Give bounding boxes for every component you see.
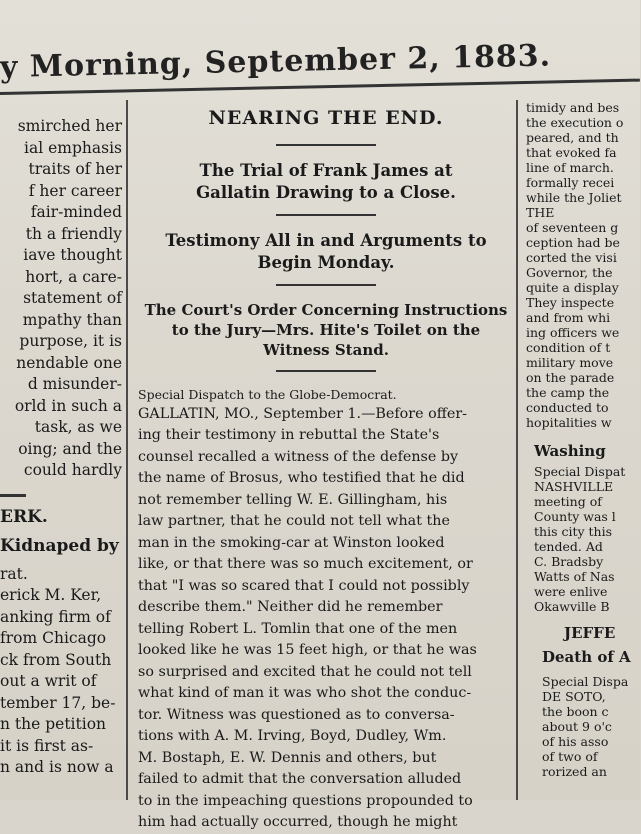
text-line: that evoked fa — [526, 145, 617, 160]
article-body — [132, 404, 520, 834]
text-line: from Chicago — [0, 629, 107, 647]
left-column-text-b — [0, 564, 122, 779]
article-line: tions with A. M. Irving, Boyd, Dudley, Wm. — [138, 728, 447, 744]
left-section-head-2: Kidnaped by — [0, 536, 119, 556]
article-subhead-1: The Trial of Frank James at Gallatin Drawing to a Close. — [196, 160, 456, 202]
article-line: GALLATIN, MO., September 1.—Before offer- — [138, 405, 467, 422]
article-line: looked like he was 15 feet high, or that he was — [138, 642, 477, 658]
text-line: THE — [526, 205, 555, 220]
text-line: They inspecte — [526, 295, 615, 310]
article-line: the name of Brosus, who testified that he did — [138, 470, 465, 486]
article-line: like, or that there was so much excitement, or — [138, 556, 473, 572]
text-line: f her career — [28, 181, 122, 200]
article-line: not remember telling W. E. Gillingham, his — [138, 491, 448, 508]
right-column-text-c — [520, 674, 640, 779]
headline-rule-1 — [276, 144, 376, 146]
text-line: this city this — [534, 524, 613, 539]
text-line: fair-minded — [30, 203, 122, 221]
text-line: ial emphasis — [24, 138, 122, 157]
text-line: Governor, the — [526, 265, 613, 280]
text-line: corted the visi — [526, 250, 617, 265]
article-line: counsel recalled a witness of the defense by — [138, 448, 459, 465]
right-column — [520, 100, 640, 800]
text-line: and from whi — [526, 310, 611, 325]
text-line: Okawville B — [534, 599, 610, 614]
text-line: the boon c — [542, 704, 609, 719]
text-line: quite a display — [526, 280, 619, 295]
article-line: failed to admit that the conversation alluded — [138, 771, 462, 787]
text-line: nendable one — [16, 353, 122, 372]
article-line: that "I was so scared that I could not possibly — [138, 577, 470, 594]
text-line: military move — [526, 355, 614, 370]
text-line: of seventeen g — [526, 220, 619, 235]
article-line: what kind of man it was who shot the conduc- — [138, 685, 472, 701]
article-line: so surprised and excited that he could not tell — [138, 663, 472, 680]
right-column-text-a — [520, 100, 640, 430]
text-line: purpose, it is — [19, 332, 122, 350]
text-line: were enlive — [534, 584, 608, 599]
headline-rule-3 — [276, 284, 376, 286]
text-line: hort, a care- — [25, 267, 122, 286]
headline-rule-4 — [276, 370, 376, 372]
left-column — [0, 100, 122, 800]
article-subhead-3: The Court's Order Concerning Instructions to the Jury—Mrs. Hite's Toilet on the Witness Stand. — [144, 300, 508, 359]
article-line: ing their testimony in rebuttal the State's — [138, 427, 440, 443]
left-section-head-1: ERK. — [0, 506, 48, 527]
headline-rule-2 — [276, 214, 376, 216]
text-line: th a friendly — [25, 224, 122, 243]
text-line: d misunder- — [27, 375, 122, 393]
text-line: of his asso — [542, 734, 609, 749]
text-line: tember 17, be- — [0, 693, 116, 712]
text-line: Watts of Nas — [534, 569, 615, 584]
text-line: n and is now a — [0, 758, 114, 776]
text-line: ing officers we — [526, 325, 620, 340]
column-divider-left — [126, 100, 128, 800]
text-line: conducted to — [526, 400, 609, 415]
article-subhead-2: Testimony All in and Arguments to Begin Monday. — [165, 230, 487, 272]
text-line: NASHVILLE — [534, 479, 614, 494]
article-dateline: Special Dispatch to the Globe-Democrat. — [138, 386, 397, 402]
text-line: mpathy than — [22, 310, 122, 329]
article-headline: NEARING THE END. — [208, 107, 444, 129]
text-line: n the petition — [0, 715, 107, 733]
text-line: Special Dispa — [542, 674, 629, 689]
text-line: C. Bradsby — [534, 554, 604, 569]
text-line: statement of — [23, 289, 122, 307]
text-line: about 9 o'c — [542, 719, 612, 734]
text-line: oing; and the — [18, 439, 122, 458]
article-line: tor. Witness was questioned as to conversa- — [138, 706, 455, 723]
article-line: describe them." Neither did he remember — [138, 599, 443, 615]
article-line: man in the smoking-car at Winston looked — [138, 534, 445, 551]
text-line: out a writ of — [0, 672, 97, 690]
text-line: could hardly — [23, 461, 122, 479]
text-line: the execution o — [526, 115, 624, 130]
main-article — [132, 100, 520, 830]
text-line: ception had be — [526, 235, 620, 250]
right-column-text-b — [520, 464, 640, 614]
text-line: ck from South — [0, 650, 112, 669]
text-line: traits of her — [28, 160, 122, 178]
article-line: to in the impeaching questions propounded to — [138, 792, 473, 809]
article-line: him had actually occurred, though he might — [138, 814, 458, 830]
text-line: rorized an — [542, 764, 607, 779]
masthead-title: y Morning, September 2, 1883. — [0, 38, 552, 85]
text-line: smirched her — [17, 117, 122, 135]
text-line: erick M. Ker, — [0, 586, 102, 604]
text-line: it is first as- — [0, 736, 94, 755]
text-line: tended. Ad — [534, 539, 603, 554]
text-line: iave thought — [23, 246, 122, 264]
text-line: orld in such a — [14, 396, 122, 415]
text-line: formally recei — [526, 175, 615, 190]
text-line: peared, and th — [526, 130, 619, 145]
text-line: timidy and bes — [526, 100, 620, 115]
text-line: meeting of — [534, 494, 602, 509]
article-line: telling Robert L. Tomlin that one of the men — [138, 620, 458, 637]
article-line: M. Bostaph, E. W. Dennis and others, but — [138, 749, 437, 766]
text-line: hopitalities w — [526, 415, 612, 430]
text-line: on the parade — [526, 370, 615, 385]
text-line: task, as we — [34, 418, 122, 436]
text-line: condition of t — [526, 340, 611, 355]
right-section-head-1: Washing — [534, 442, 606, 460]
article-line: law partner, that he could not tell what the — [138, 513, 450, 529]
text-line: County was l — [534, 509, 616, 524]
column-divider-right — [516, 100, 518, 800]
text-line: the camp the — [526, 385, 610, 400]
right-section-head-3: Death of A — [542, 648, 631, 666]
right-section-head-2: JEFFE — [564, 624, 616, 642]
text-line: of two of — [542, 749, 598, 764]
text-line: while the Joliet — [526, 190, 622, 205]
left-column-text-a — [0, 116, 122, 482]
text-line: rat. — [0, 564, 28, 583]
text-line: DE SOTO, — [542, 689, 606, 704]
text-line: line of march. — [526, 160, 614, 175]
left-divider — [0, 494, 26, 497]
text-line: anking firm of — [0, 607, 111, 626]
text-line: Special Dispat — [534, 464, 626, 479]
